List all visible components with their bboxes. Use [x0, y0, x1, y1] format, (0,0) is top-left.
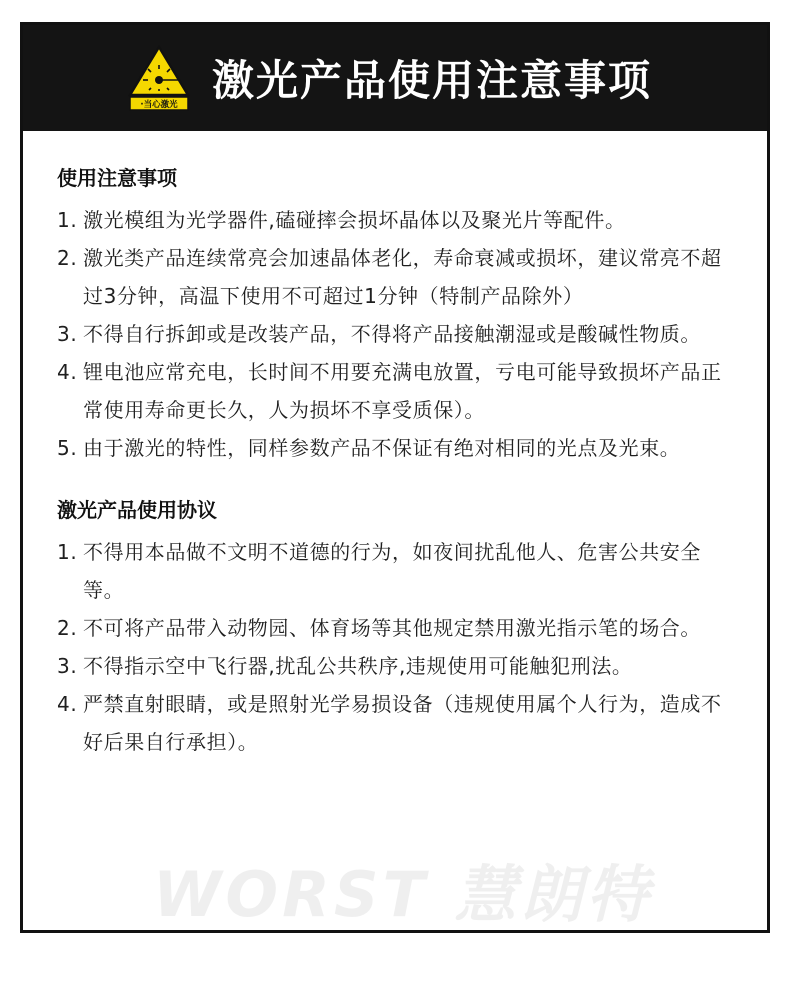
item-text: 不可将产品带入动物园、体育场等其他规定禁用激光指示笔的场合。 — [83, 616, 701, 640]
item-number: 4. — [57, 360, 78, 384]
item-number: 4. — [57, 692, 78, 716]
item-number: 2. — [57, 616, 78, 640]
list-item — [57, 647, 737, 685]
item-number: 3. — [57, 654, 78, 678]
laser-warning-icon — [128, 45, 190, 111]
item-text: 激光类产品连续常亮会加速晶体老化，寿命衰减或损坏，建议常亮不超过3分钟，高温下使用不可超过1分钟（特制产品除外） — [83, 246, 722, 308]
item-number: 3. — [57, 322, 78, 346]
section-title: 激光产品使用协议 — [57, 498, 217, 522]
item-text: 由于激光的特性，同样参数产品不保证有绝对相同的光点及光束。 — [83, 436, 681, 460]
item-text: 不得用本品做不文明不道德的行为，如夜间扰乱他人、危害公共安全等。 — [83, 540, 701, 602]
list-item — [57, 201, 737, 239]
header-bar — [23, 25, 767, 131]
section-usage-notes — [57, 163, 737, 467]
notice-frame — [20, 22, 770, 933]
list-item — [57, 239, 737, 315]
item-number: 1. — [57, 208, 78, 232]
item-number: 1. — [57, 540, 78, 564]
item-text: 不得自行拆卸或是改装产品，不得将产品接触潮湿或是酸碱性物质。 — [83, 322, 701, 346]
item-text: 激光模组为光学器件,磕碰摔会损坏晶体以及聚光片等配件。 — [83, 208, 626, 232]
list-item — [57, 533, 737, 609]
item-text: 锂电池应常充电，长时间不用要充满电放置，亏电可能导致损坏产品正常使用寿命更长久，人为损坏不享受质保）。 — [83, 360, 722, 422]
item-number: 5. — [57, 436, 78, 460]
item-text: 严禁直射眼睛，或是照射光学易损设备（违规使用属个人行为，造成不好后果自行承担）。 — [83, 692, 722, 754]
item-number: 2. — [57, 246, 78, 270]
list-item — [57, 353, 737, 429]
usage-notes-list — [57, 201, 737, 467]
usage-agreement-list — [57, 533, 737, 761]
warning-badge-text: ·当心激光 — [140, 100, 178, 110]
list-item — [57, 429, 737, 467]
section-usage-agreement — [57, 495, 737, 761]
item-text: 不得指示空中飞行器,扰乱公共秩序,违规使用可能触犯刑法。 — [83, 654, 633, 678]
list-item — [57, 609, 737, 647]
list-item — [57, 685, 737, 761]
list-item — [57, 315, 737, 353]
content-area — [23, 131, 767, 761]
section-title: 使用注意事项 — [57, 166, 177, 190]
page-title: 激光产品使用注意事项 — [211, 56, 652, 105]
brand-watermark: WORST 慧朗特 — [153, 858, 653, 931]
